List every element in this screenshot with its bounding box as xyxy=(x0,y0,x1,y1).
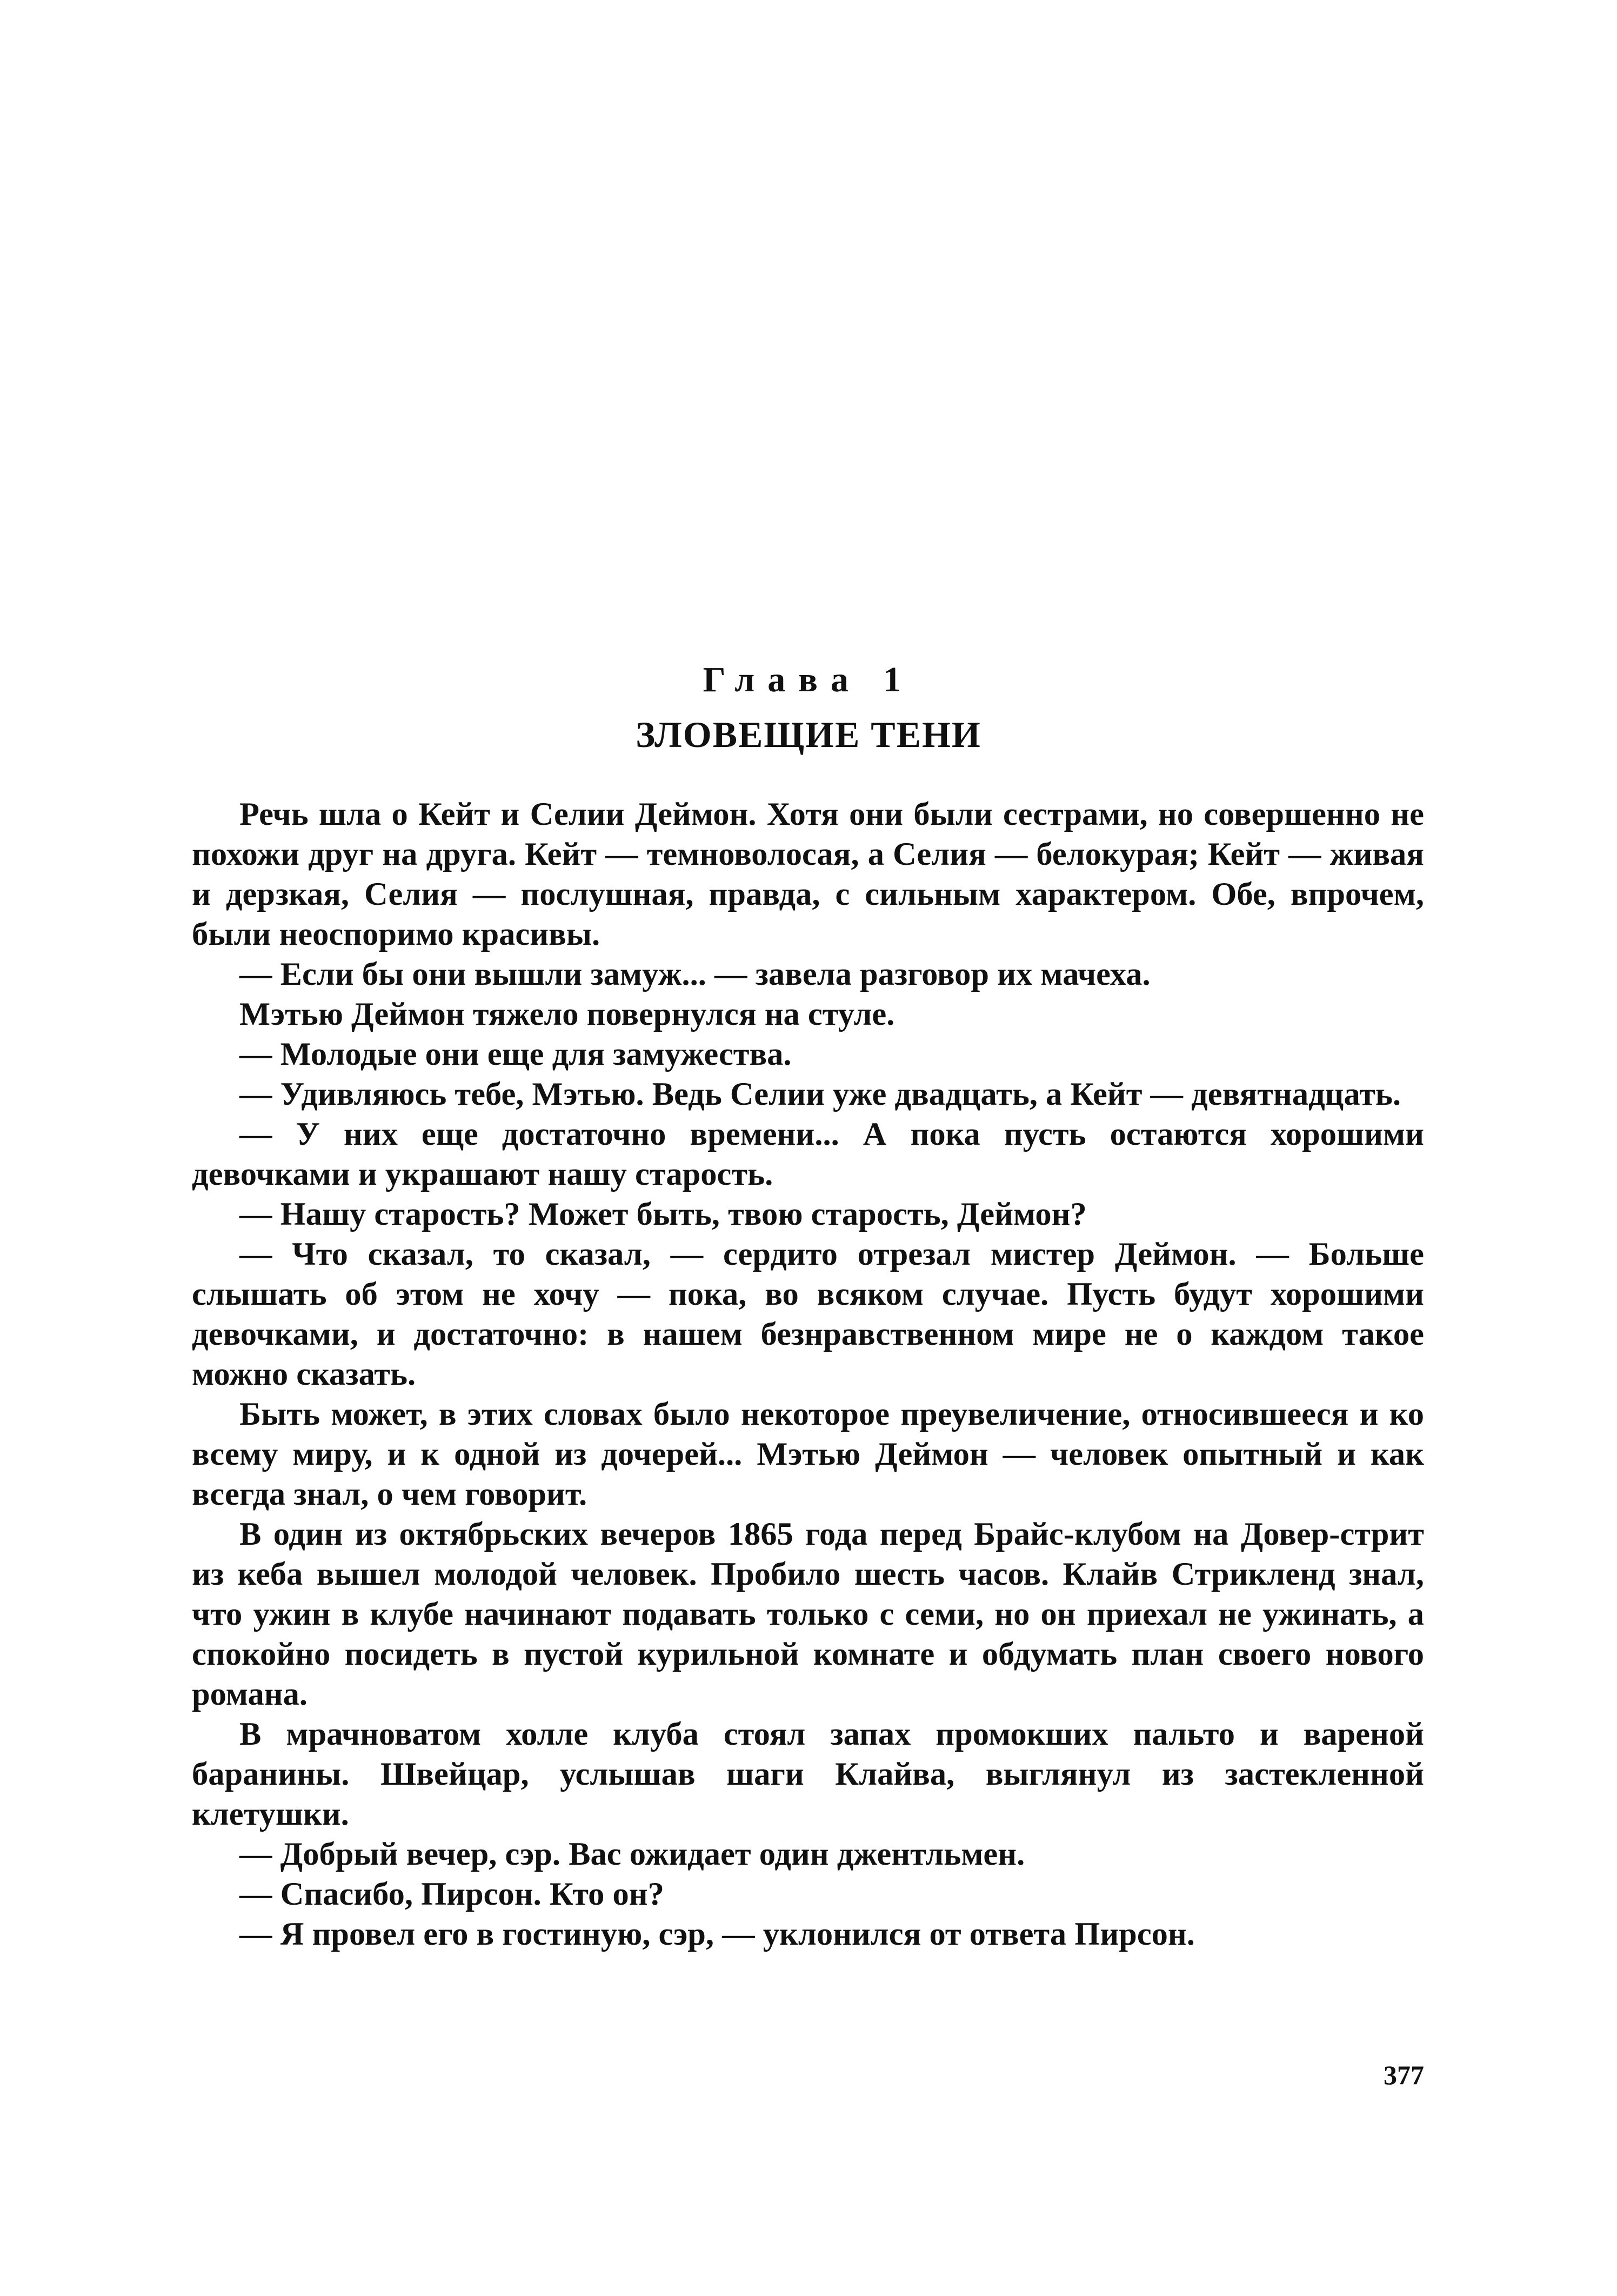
chapter-body xyxy=(192,795,1424,1954)
paragraph: — Добрый вечер, сэр. Вас ожидает один джентльмен. xyxy=(239,1836,1025,1872)
paragraph: Мэтью Деймон тяжело повернулся на стуле. xyxy=(239,996,895,1032)
paragraph: — Что сказал, то сказал, — сердито отрезал мистер Деймон. — Больше слышать об этом не хочу — пока, во всяком случае. Пусть будут хорошими девочками, и достаточно: в нашем безнравственном мире не о каждом такое можно сказать. xyxy=(192,1236,1424,1392)
paragraph: В мрачноватом холле клуба стоял запах промокших пальто и вареной баранины. Швейцар, услышав шаги Клайва, выглянул из застекленной клетушки. xyxy=(192,1716,1424,1832)
paragraph: Быть может, в этих словах было некоторое преувеличение, относившееся и ко всему миру, и к одной из дочерей... Мэтью Деймон — человек опытный и как всегда знал, о чем говорит. xyxy=(192,1396,1424,1512)
paragraph: В один из октябрьских вечеров 1865 года перед Брайс-клубом на Довер-стрит из кеба вышел молодой человек. Пробило шесть часов. Клайв Стрикленд знал, что ужин в клубе начинают подавать только с семи, но он приехал не ужинать, а спокойно посидеть в пустой курильной комнате и обдумать план своего нового романа. xyxy=(192,1516,1424,1712)
chapter-title: ЗЛОВЕЩИЕ ТЕНИ xyxy=(636,714,981,755)
paragraph: — У них еще достаточно времени... А пока пусть остаются хорошими девочками и украшают нашу старость. xyxy=(192,1116,1424,1192)
paragraph: — Удивляюсь тебе, Мэтью. Ведь Селии уже двадцать, а Кейт — девятнадцать. xyxy=(239,1076,1401,1112)
paragraph: — Молодые они еще для замужества. xyxy=(239,1036,792,1072)
page-number: 377 xyxy=(1384,2060,1424,2090)
paragraph: — Я провел его в гостиную, сэр, — уклонился от ответа Пирсон. xyxy=(239,1916,1195,1952)
paragraph: — Если бы они вышли замуж... — завела разговор их мачеха. xyxy=(239,956,1151,992)
paragraph: Речь шла о Кейт и Селии Деймон. Хотя они были сестрами, но совершенно не похожи друг на друга. Кейт — темноволосая, а Селия — белокурая; Кейт — живая и дерзкая, Селия — послушная, правда, с сильным характером. Обе, впрочем, были неоспоримо красивы. xyxy=(192,796,1424,952)
chapter-label: Глава 1 xyxy=(703,660,914,699)
paragraph: — Нашу старость? Может быть, твою старость, Деймон? xyxy=(239,1196,1087,1232)
paragraph: — Спасибо, Пирсон. Кто он? xyxy=(239,1876,664,1912)
